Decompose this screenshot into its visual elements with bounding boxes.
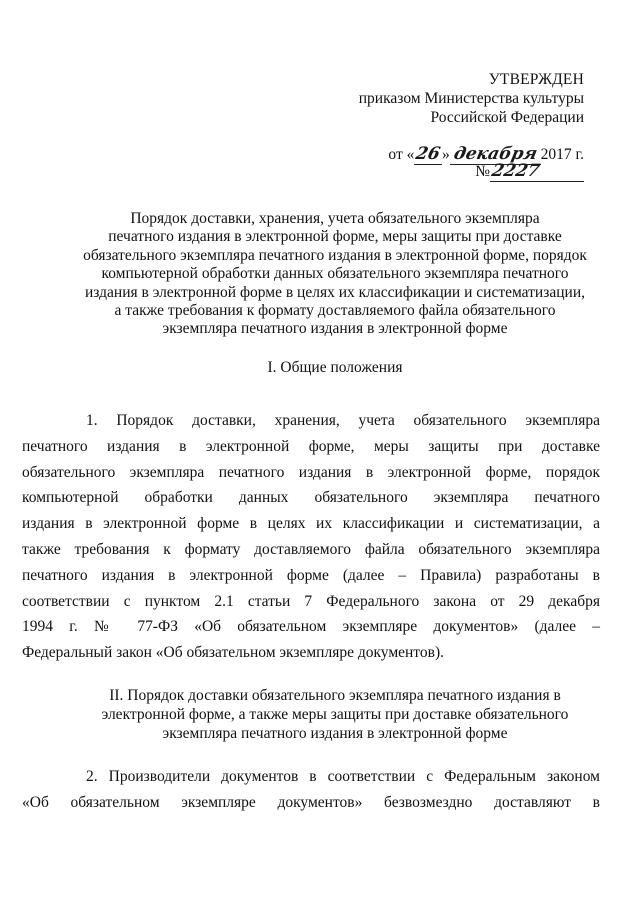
para-line: обязательного экземпляра печатного издания в электронной форме, порядок	[22, 463, 600, 481]
paragraph-1	[22, 408, 600, 666]
section-1-heading: I. Общие положения	[267, 359, 403, 376]
para-line: компьютерной обработки данных обязательного экземпляра печатного	[22, 489, 600, 507]
date-prefix: от «	[388, 146, 415, 163]
title-line: печатного издания в электронной форме, меры защиты при доставке	[108, 228, 562, 246]
para-line: 2. Производители документов в соответствии с Федеральным законом	[86, 768, 600, 785]
title-line: компьютерной обработки данных обязательного экземпляра печатного	[101, 265, 569, 283]
title-line: издания в электронной форме в целях их классификации и систематизации,	[85, 283, 585, 301]
title-line: экземпляра печатного издания в электронной форме	[162, 320, 508, 338]
approval-stamp	[359, 70, 584, 127]
approval-heading: УТВЕРЖДЕН	[488, 71, 584, 88]
para-line: издания в электронной форме в целях их классификации и систематизации, а	[22, 515, 600, 533]
number-handwritten: 2227	[489, 161, 542, 181]
title-line: Порядок доставки, хранения, учета обязательного экземпляра	[130, 210, 540, 227]
heading-line: электронной форме, а также меры защиты при доставке обязательного	[101, 706, 569, 723]
date-day-handwritten: 26	[414, 144, 443, 164]
para-line: «Об обязательном экземпляре документов» безвозмездно доставляют в	[22, 793, 600, 811]
para-line: печатного издания в электронной форме, меры защиты при доставке	[22, 437, 600, 455]
para-line: также требования к формату доставляемого файла обязательного экземпляра	[22, 540, 600, 558]
date-mid: »	[442, 146, 450, 163]
para-line: Федеральный закон «Об обязательном экземпляре документов).	[22, 644, 444, 662]
approval-line-2: Российской Федерации	[430, 109, 584, 126]
date-month-handwritten: декабря	[451, 144, 539, 164]
title-line: а также требования к формату доставляемого файла обязательного	[114, 302, 556, 320]
para-line: печатного издания в электронной форме (далее – Правила) разработаны в	[22, 566, 600, 584]
date-year: 2017 г.	[540, 146, 584, 163]
para-line: 1. Порядок доставки, хранения, учета обязательного экземпляра	[86, 412, 600, 429]
para-line: соответствии с пунктом 2.1 статьи 7 Федерального закона от 29 декабря	[22, 592, 600, 610]
para-line: 1994 г. № 77-ФЗ «Об обязательном экземпляре документов» (далее –	[22, 618, 600, 636]
approval-line-1: приказом Министерства культуры	[358, 90, 584, 107]
section-2-heading	[70, 686, 600, 743]
number-label: №	[475, 163, 490, 180]
heading-line: II. Порядок доставки обязательного экземпляра печатного издания в	[109, 687, 561, 704]
document-title	[70, 210, 600, 339]
title-line: обязательного экземпляра печатного издания в электронной форме, порядок	[83, 246, 587, 264]
paragraph-2	[22, 764, 600, 816]
approval-number	[475, 162, 584, 182]
heading-line: экземпляра печатного издания в электронной форме	[162, 725, 508, 742]
